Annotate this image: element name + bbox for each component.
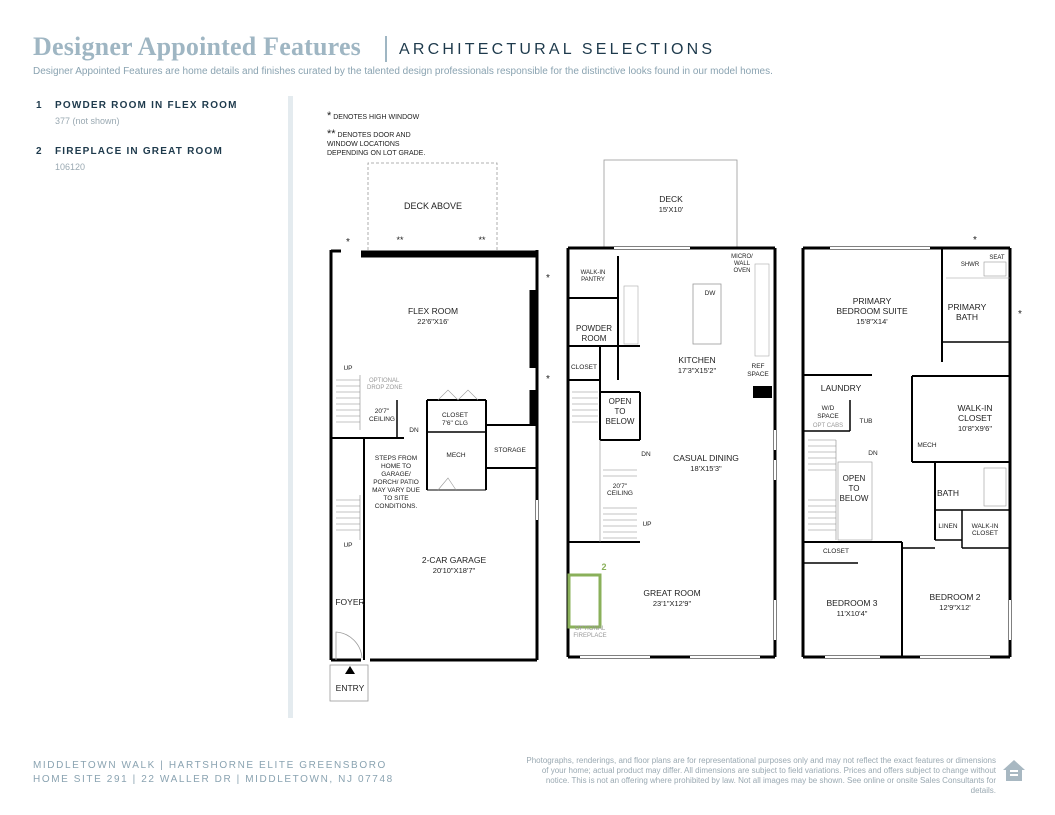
- feature-number: 2: [36, 146, 42, 157]
- walkin-closet-label: WALK-IN: [957, 403, 993, 413]
- optional-drop-zone-label: OPTIONAL: [369, 378, 400, 384]
- stair-up-label: UP: [343, 365, 353, 372]
- walkin-closet-dimensions: 10'8"X9'6": [957, 424, 993, 433]
- steps-note-line: PORCH/ PATIO: [373, 479, 419, 486]
- steps-note-line: TO SITE: [383, 495, 409, 502]
- feature-code: 106120: [55, 162, 86, 172]
- ceiling-height-label: 20'7": [612, 483, 628, 490]
- bedroom-2-dimensions: 12'9"X12': [939, 603, 971, 612]
- high-window-mark: *: [346, 237, 350, 248]
- dishwasher-label: DW: [704, 290, 716, 297]
- walkin-pantry-label: WALK-IN: [580, 270, 606, 276]
- closet-label: CLOSET: [822, 548, 850, 555]
- great-room-label: GREAT ROOM: [643, 588, 701, 598]
- flex-room-label: FLEX ROOM: [407, 306, 459, 316]
- optional-fireplace-highlight: [569, 575, 600, 627]
- primary-suite-label: PRIMARY: [852, 296, 892, 306]
- micro-oven-label: WALL: [733, 261, 751, 267]
- great-room-dimensions: 23'1"X12'9": [652, 599, 692, 608]
- primary-bath-label: BATH: [955, 312, 979, 322]
- ceiling-height-label: CEILING: [368, 416, 396, 423]
- entry-arrow-icon: [345, 666, 355, 674]
- feature-title: POWDER ROOM IN FLEX ROOM: [55, 100, 238, 111]
- bath-label: BATH: [936, 488, 960, 498]
- disclaimer: Photographs, renderings, and floor plans are for representational purposes only and may not reflect the exact features or dimensions of your home; actual product may differ. All dimensions are subject to field variations. Prices and offers subject to change without notice. This is not an offering where prohibited by law. Not all images may be shown. See online or onsite Sales Consultants for details.: [526, 756, 996, 795]
- page-description: Designer Appointed Features are home details and finishes curated by the talented design professionals responsible for the distinctive looks found in our model homes.: [33, 66, 773, 77]
- open-to-below-label: OPEN: [842, 474, 866, 483]
- ref-space-label: REF: [751, 363, 765, 370]
- stair-down-label: DN: [868, 450, 878, 457]
- mech-door: [438, 478, 456, 490]
- mech-label: MECH: [446, 452, 466, 459]
- seat: [984, 262, 1006, 276]
- bedroom-3-dimensions: 11'X10'4": [836, 609, 868, 618]
- casual-dining-dimensions: 18'X15'3": [690, 464, 722, 473]
- high-window-mark: *: [973, 235, 977, 246]
- counter: [755, 264, 769, 356]
- main-floor-plan: [568, 160, 775, 657]
- open-to-below-label: TO: [614, 407, 626, 416]
- primary-bath-label: PRIMARY: [947, 302, 987, 312]
- open-to-below-label: BELOW: [605, 417, 635, 426]
- seat-label: SEAT: [989, 255, 1005, 261]
- garage-dimensions: 20'10"X18'7": [432, 566, 476, 575]
- optional-drop-zone-label: DROP ZONE: [367, 385, 403, 391]
- door-window-mark: **: [396, 235, 404, 245]
- stair-up-label: UP: [343, 542, 353, 549]
- casual-dining-label: CASUAL DINING: [673, 453, 739, 463]
- legend-text: WINDOW LOCATIONS: [327, 141, 400, 148]
- foyer-label: FOYER: [335, 597, 365, 607]
- closet-ceiling-label: 7'6" CLG: [442, 420, 468, 427]
- stair-down-label: DN: [641, 451, 651, 458]
- primary-suite-dimensions: 15'8"X14': [856, 317, 888, 326]
- open-to-below-label: TO: [848, 484, 860, 493]
- stair-down-label: DN: [409, 427, 419, 434]
- mech-label: MECH: [917, 442, 937, 449]
- kitchen-dimensions: 17'3"X15'2": [677, 366, 717, 375]
- stair-up-label: UP: [642, 521, 652, 528]
- stairs: [572, 392, 637, 542]
- open-to-below-label: BELOW: [839, 494, 869, 503]
- optional-fireplace-label: FIREPLACE: [573, 633, 607, 639]
- star-symbol: *: [327, 110, 332, 122]
- bedroom-3-label: BEDROOM 3: [826, 598, 878, 608]
- wd-space-label: SPACE: [817, 413, 839, 420]
- counter: [624, 286, 638, 344]
- entry-label: ENTRY: [335, 683, 365, 693]
- steps-note-line: HOME TO: [380, 463, 412, 470]
- page-title: Designer Appointed Features: [33, 32, 362, 61]
- storage-label: STORAGE: [494, 447, 526, 454]
- door-window-mark: **: [478, 235, 486, 245]
- opt-cabs-label: OPT CABS: [812, 423, 844, 429]
- walkin-pantry-label: PANTRY: [581, 277, 605, 283]
- bedroom-2-label: BEDROOM 2: [929, 592, 981, 602]
- steps-note-line: STEPS FROM: [374, 455, 418, 462]
- upper-floor-plan: [803, 235, 1022, 657]
- stairs: [336, 375, 360, 540]
- high-window-mark: *: [546, 374, 550, 385]
- micro-oven-label: OVEN: [733, 268, 751, 274]
- steps-note-line: GARAGE/: [381, 471, 411, 478]
- feature-code: 377 (not shown): [55, 116, 120, 126]
- feature-number: 1: [36, 100, 42, 111]
- deck-label: DECK: [659, 194, 683, 204]
- powder-room-label: POWDER: [576, 324, 612, 333]
- double-star-symbol: **: [327, 128, 336, 140]
- steps-note-line: CONDITIONS.: [374, 503, 418, 510]
- walkin-closet-label: CLOSET: [957, 413, 993, 423]
- ground-floor-plan: [330, 163, 550, 701]
- laundry-label: LAUNDRY: [820, 383, 862, 393]
- linen-label: LINEN: [938, 523, 958, 530]
- kitchen-label: KITCHEN: [678, 355, 716, 365]
- tub-label: TUB: [859, 418, 873, 425]
- feature-title: FIREPLACE IN GREAT ROOM: [55, 146, 223, 157]
- powder-room-label: ROOM: [581, 334, 607, 343]
- tub: [984, 468, 1006, 506]
- deck-above-label: DECK ABOVE: [403, 201, 463, 211]
- high-window-mark: *: [1018, 309, 1022, 320]
- optional-fireplace-label: OPTIONAL: [574, 626, 606, 632]
- deck-outline: [604, 160, 737, 248]
- ceiling-height-label: 20'7": [374, 408, 390, 415]
- closet-label: CLOSET: [570, 364, 598, 371]
- page-subtitle: ARCHITECTURAL SELECTIONS: [399, 41, 716, 58]
- flex-room-dimensions: 22'6"X16': [417, 317, 449, 326]
- ref-space-label: SPACE: [747, 371, 769, 378]
- wd-space-label: W/D: [821, 405, 835, 412]
- deck-dimensions: 15'X10': [658, 205, 684, 214]
- closet-label: CLOSET: [441, 412, 469, 419]
- equal-housing-icon: [1001, 757, 1027, 785]
- steps-note-line: MAY VARY DUE: [372, 487, 420, 494]
- high-window-mark: *: [546, 273, 550, 284]
- shower-label: SHWR: [960, 262, 980, 268]
- legend-text: DENOTES HIGH WINDOW: [333, 114, 420, 121]
- community-line: MIDDLETOWN WALK | HARTSHORNE ELITE GREENSBORO: [33, 760, 387, 771]
- steps-note: [372, 455, 420, 510]
- stairs: [808, 440, 836, 540]
- walkin-closet-small-label: WALK-IN: [971, 523, 999, 530]
- fireplace-feature-marker: 2: [601, 562, 607, 572]
- legend-text: DENOTES DOOR AND: [337, 132, 411, 139]
- address-line: HOME SITE 291 | 22 WALLER DR | MIDDLETOWN, NJ 07748: [33, 774, 394, 785]
- walkin-closet-small-label: CLOSET: [971, 530, 999, 537]
- micro-oven-label: MICRO/: [731, 254, 753, 260]
- open-to-below-label: OPEN: [608, 397, 632, 406]
- refrigerator: [753, 386, 772, 398]
- closet-door: [438, 390, 478, 400]
- garage-label: 2-CAR GARAGE: [421, 555, 487, 565]
- legend-text: DEPENDING ON LOT GRADE.: [327, 150, 426, 157]
- ceiling-height-label: CEILING: [606, 490, 634, 497]
- entry-door-swing: [336, 632, 362, 660]
- primary-suite-label: BEDROOM SUITE: [836, 306, 908, 316]
